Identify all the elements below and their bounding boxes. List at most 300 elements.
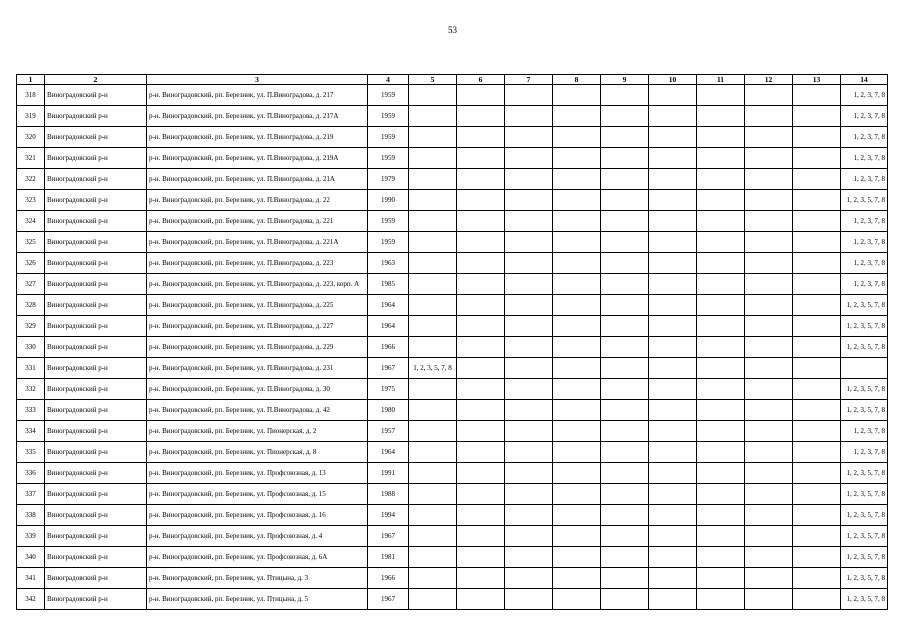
col5-cell xyxy=(409,484,457,505)
empty-cell-col11 xyxy=(697,463,745,484)
empty-cell-col8 xyxy=(553,148,601,169)
row-number: 330 xyxy=(17,337,45,358)
empty-cell-col11 xyxy=(697,106,745,127)
col5-cell xyxy=(409,547,457,568)
address-cell: р-н. Виноградовский, рп. Березник, ул. Профсоюзная, д. 15 xyxy=(147,484,368,505)
year-cell: 1990 xyxy=(368,190,409,211)
empty-cell-col9 xyxy=(601,421,649,442)
col5-cell xyxy=(409,106,457,127)
empty-cell-col8 xyxy=(553,106,601,127)
address-cell: р-н. Виноградовский, рп. Березник, ул. Профсоюзная, д. 16 xyxy=(147,505,368,526)
row-number: 341 xyxy=(17,568,45,589)
empty-cell-col7 xyxy=(505,148,553,169)
empty-cell-col11 xyxy=(697,190,745,211)
empty-cell-col6 xyxy=(457,211,505,232)
row-number: 320 xyxy=(17,127,45,148)
empty-cell-col9 xyxy=(601,316,649,337)
empty-cell-col13 xyxy=(793,484,841,505)
column-header-11: 11 xyxy=(697,75,745,85)
empty-cell-col12 xyxy=(745,421,793,442)
empty-cell-col13 xyxy=(793,316,841,337)
empty-cell-col11 xyxy=(697,148,745,169)
empty-cell-col13 xyxy=(793,442,841,463)
empty-cell-col11 xyxy=(697,169,745,190)
empty-cell-col13 xyxy=(793,106,841,127)
empty-cell-col6 xyxy=(457,85,505,106)
empty-cell-col9 xyxy=(601,589,649,610)
empty-cell-col12 xyxy=(745,295,793,316)
address-cell: р-н. Виноградовский, рп. Березник, ул. Профсоюзная, д. 13 xyxy=(147,463,368,484)
table-row xyxy=(17,85,888,106)
empty-cell-col12 xyxy=(745,190,793,211)
empty-cell-col9 xyxy=(601,379,649,400)
empty-cell-col12 xyxy=(745,358,793,379)
empty-cell-col6 xyxy=(457,442,505,463)
header-row xyxy=(17,75,888,85)
empty-cell-col7 xyxy=(505,358,553,379)
address-cell: р-н. Виноградовский, рп. Березник, ул. Профсоюзная, д. 4 xyxy=(147,526,368,547)
empty-cell-col13 xyxy=(793,127,841,148)
year-cell: 1980 xyxy=(368,400,409,421)
empty-cell-col11 xyxy=(697,358,745,379)
year-cell: 1964 xyxy=(368,316,409,337)
district-cell: Виноградовский р-н xyxy=(45,169,147,190)
empty-cell-col6 xyxy=(457,295,505,316)
empty-cell-col6 xyxy=(457,106,505,127)
district-cell: Виноградовский р-н xyxy=(45,421,147,442)
empty-cell-col13 xyxy=(793,295,841,316)
empty-cell-col10 xyxy=(649,526,697,547)
empty-cell-col6 xyxy=(457,316,505,337)
col5-cell xyxy=(409,148,457,169)
col5-cell xyxy=(409,232,457,253)
empty-cell-col8 xyxy=(553,211,601,232)
year-cell: 1959 xyxy=(368,148,409,169)
empty-cell-col8 xyxy=(553,169,601,190)
empty-cell-col7 xyxy=(505,85,553,106)
empty-cell-col11 xyxy=(697,295,745,316)
district-cell: Виноградовский р-н xyxy=(45,337,147,358)
table-row xyxy=(17,106,888,127)
empty-cell-col8 xyxy=(553,526,601,547)
table-row xyxy=(17,463,888,484)
empty-cell-col9 xyxy=(601,169,649,190)
year-cell: 1975 xyxy=(368,379,409,400)
codes-cell: 1, 2, 3, 7, 8 xyxy=(841,148,888,169)
empty-cell-col8 xyxy=(553,547,601,568)
empty-cell-col10 xyxy=(649,127,697,148)
empty-cell-col12 xyxy=(745,253,793,274)
year-cell: 1967 xyxy=(368,358,409,379)
empty-cell-col8 xyxy=(553,442,601,463)
col5-cell xyxy=(409,85,457,106)
codes-cell: 1, 2, 3, 5, 7, 8 xyxy=(841,337,888,358)
table-row xyxy=(17,169,888,190)
empty-cell-col6 xyxy=(457,484,505,505)
empty-cell-col13 xyxy=(793,358,841,379)
column-header-2: 2 xyxy=(45,75,147,85)
col5-cell xyxy=(409,400,457,421)
empty-cell-col12 xyxy=(745,526,793,547)
empty-cell-col9 xyxy=(601,85,649,106)
empty-cell-col11 xyxy=(697,421,745,442)
address-cell: р-н. Виноградовский, рп. Березник, ул. П.Виноградова, д. 223, корп. А xyxy=(147,274,368,295)
empty-cell-col10 xyxy=(649,253,697,274)
empty-cell-col7 xyxy=(505,400,553,421)
empty-cell-col7 xyxy=(505,505,553,526)
year-cell: 1991 xyxy=(368,463,409,484)
col5-cell xyxy=(409,316,457,337)
empty-cell-col6 xyxy=(457,421,505,442)
page-number: 53 xyxy=(448,25,457,35)
empty-cell-col10 xyxy=(649,316,697,337)
empty-cell-col10 xyxy=(649,85,697,106)
row-number: 319 xyxy=(17,106,45,127)
table-row xyxy=(17,442,888,463)
codes-cell: 1, 2, 3, 5, 7, 8 xyxy=(841,463,888,484)
table-row xyxy=(17,358,888,379)
empty-cell-col13 xyxy=(793,547,841,568)
column-header-12: 12 xyxy=(745,75,793,85)
empty-cell-col8 xyxy=(553,484,601,505)
empty-cell-col7 xyxy=(505,169,553,190)
empty-cell-col12 xyxy=(745,106,793,127)
col5-cell xyxy=(409,421,457,442)
year-cell: 1959 xyxy=(368,211,409,232)
address-cell: р-н. Виноградовский, рп. Березник, ул. Птицына, д. 3 xyxy=(147,568,368,589)
empty-cell-col6 xyxy=(457,148,505,169)
row-number: 327 xyxy=(17,274,45,295)
address-cell: р-н. Виноградовский, рп. Березник, ул. П.Виноградова, д. 217 xyxy=(147,85,368,106)
empty-cell-col13 xyxy=(793,589,841,610)
empty-cell-col11 xyxy=(697,316,745,337)
row-number: 339 xyxy=(17,526,45,547)
empty-cell-col7 xyxy=(505,568,553,589)
table-row xyxy=(17,568,888,589)
column-header-8: 8 xyxy=(553,75,601,85)
table-row xyxy=(17,148,888,169)
table-row xyxy=(17,484,888,505)
empty-cell-col9 xyxy=(601,568,649,589)
col5-cell xyxy=(409,589,457,610)
row-number: 328 xyxy=(17,295,45,316)
empty-cell-col10 xyxy=(649,421,697,442)
row-number: 338 xyxy=(17,505,45,526)
table-row xyxy=(17,547,888,568)
empty-cell-col9 xyxy=(601,211,649,232)
empty-cell-col6 xyxy=(457,253,505,274)
empty-cell-col10 xyxy=(649,589,697,610)
empty-cell-col8 xyxy=(553,85,601,106)
codes-cell: 1, 2, 3, 5, 7, 8 xyxy=(841,505,888,526)
empty-cell-col6 xyxy=(457,190,505,211)
address-cell: р-н. Виноградовский, рп. Березник, ул. П.Виноградова, д. 221А xyxy=(147,232,368,253)
empty-cell-col7 xyxy=(505,484,553,505)
row-number: 322 xyxy=(17,169,45,190)
empty-cell-col13 xyxy=(793,253,841,274)
year-cell: 1963 xyxy=(368,253,409,274)
address-cell: р-н. Виноградовский, рп. Березник, ул. П.Виноградова, д. 217А xyxy=(147,106,368,127)
table-row xyxy=(17,421,888,442)
codes-cell: 1, 2, 3, 7, 8 xyxy=(841,442,888,463)
table-row xyxy=(17,253,888,274)
year-cell: 1964 xyxy=(368,442,409,463)
empty-cell-col12 xyxy=(745,463,793,484)
empty-cell-col12 xyxy=(745,148,793,169)
table-body xyxy=(17,85,888,610)
empty-cell-col10 xyxy=(649,568,697,589)
empty-cell-col8 xyxy=(553,379,601,400)
empty-cell-col11 xyxy=(697,127,745,148)
address-cell: р-н. Виноградовский, рп. Березник, ул. П.Виноградова, д. 219А xyxy=(147,148,368,169)
empty-cell-col12 xyxy=(745,169,793,190)
year-cell: 1966 xyxy=(368,568,409,589)
district-cell: Виноградовский р-н xyxy=(45,316,147,337)
empty-cell-col6 xyxy=(457,589,505,610)
empty-cell-col8 xyxy=(553,316,601,337)
district-cell: Виноградовский р-н xyxy=(45,379,147,400)
codes-cell: 1, 2, 3, 5, 7, 8 xyxy=(841,568,888,589)
empty-cell-col7 xyxy=(505,295,553,316)
table-row xyxy=(17,526,888,547)
empty-cell-col6 xyxy=(457,232,505,253)
empty-cell-col10 xyxy=(649,337,697,358)
row-number: 336 xyxy=(17,463,45,484)
row-number: 329 xyxy=(17,316,45,337)
district-cell: Виноградовский р-н xyxy=(45,463,147,484)
district-cell: Виноградовский р-н xyxy=(45,232,147,253)
codes-cell: 1, 2, 3, 5, 7, 8 xyxy=(841,295,888,316)
empty-cell-col7 xyxy=(505,127,553,148)
empty-cell-col10 xyxy=(649,505,697,526)
codes-cell: 1, 2, 3, 7, 8 xyxy=(841,274,888,295)
empty-cell-col12 xyxy=(745,442,793,463)
empty-cell-col11 xyxy=(697,547,745,568)
empty-cell-col8 xyxy=(553,421,601,442)
empty-cell-col10 xyxy=(649,274,697,295)
empty-cell-col8 xyxy=(553,127,601,148)
empty-cell-col13 xyxy=(793,463,841,484)
empty-cell-col10 xyxy=(649,484,697,505)
empty-cell-col6 xyxy=(457,379,505,400)
empty-cell-col8 xyxy=(553,190,601,211)
empty-cell-col13 xyxy=(793,85,841,106)
address-cell: р-н. Виноградовский, рп. Березник, ул. П.Виноградова, д. 227 xyxy=(147,316,368,337)
codes-cell: 1, 2, 3, 7, 8 xyxy=(841,421,888,442)
col5-cell xyxy=(409,211,457,232)
empty-cell-col10 xyxy=(649,169,697,190)
column-header-3: 3 xyxy=(147,75,368,85)
table-row xyxy=(17,274,888,295)
col5-cell xyxy=(409,274,457,295)
empty-cell-col7 xyxy=(505,190,553,211)
empty-cell-col13 xyxy=(793,526,841,547)
row-number: 335 xyxy=(17,442,45,463)
empty-cell-col8 xyxy=(553,232,601,253)
row-number: 323 xyxy=(17,190,45,211)
row-number: 342 xyxy=(17,589,45,610)
address-cell: р-н. Виноградовский, рп. Березник, ул. Профсоюзная, д. 6А xyxy=(147,547,368,568)
year-cell: 1959 xyxy=(368,85,409,106)
codes-cell: 1, 2, 3, 5, 7, 8 xyxy=(841,484,888,505)
district-cell: Виноградовский р-н xyxy=(45,127,147,148)
empty-cell-col7 xyxy=(505,316,553,337)
district-cell: Виноградовский р-н xyxy=(45,526,147,547)
empty-cell-col9 xyxy=(601,295,649,316)
empty-cell-col9 xyxy=(601,274,649,295)
table-row xyxy=(17,505,888,526)
empty-cell-col11 xyxy=(697,337,745,358)
empty-cell-col12 xyxy=(745,316,793,337)
empty-cell-col10 xyxy=(649,463,697,484)
empty-cell-col12 xyxy=(745,379,793,400)
col5-cell xyxy=(409,253,457,274)
empty-cell-col11 xyxy=(697,505,745,526)
empty-cell-col10 xyxy=(649,148,697,169)
year-cell: 1981 xyxy=(368,547,409,568)
empty-cell-col13 xyxy=(793,337,841,358)
empty-cell-col12 xyxy=(745,400,793,421)
empty-cell-col6 xyxy=(457,547,505,568)
district-cell: Виноградовский р-н xyxy=(45,85,147,106)
empty-cell-col6 xyxy=(457,568,505,589)
district-cell: Виноградовский р-н xyxy=(45,442,147,463)
empty-cell-col8 xyxy=(553,253,601,274)
empty-cell-col6 xyxy=(457,274,505,295)
empty-cell-col6 xyxy=(457,400,505,421)
empty-cell-col7 xyxy=(505,274,553,295)
column-header-4: 4 xyxy=(368,75,409,85)
empty-cell-col12 xyxy=(745,274,793,295)
empty-cell-col13 xyxy=(793,505,841,526)
codes-cell: 1, 2, 3, 7, 8 xyxy=(841,211,888,232)
table-row xyxy=(17,316,888,337)
empty-cell-col12 xyxy=(745,211,793,232)
col5-cell xyxy=(409,127,457,148)
empty-cell-col7 xyxy=(505,547,553,568)
col5-cell xyxy=(409,526,457,547)
row-number: 340 xyxy=(17,547,45,568)
table-row xyxy=(17,337,888,358)
address-cell: р-н. Виноградовский, рп. Березник, ул. П.Виноградова, д. 219 xyxy=(147,127,368,148)
codes-cell: 1, 2, 3, 5, 7, 8 xyxy=(841,589,888,610)
codes-cell: 1, 2, 3, 7, 8 xyxy=(841,127,888,148)
col5-cell xyxy=(409,379,457,400)
empty-cell-col6 xyxy=(457,127,505,148)
empty-cell-col13 xyxy=(793,274,841,295)
district-cell: Виноградовский р-н xyxy=(45,274,147,295)
empty-cell-col9 xyxy=(601,547,649,568)
empty-cell-col12 xyxy=(745,337,793,358)
district-cell: Виноградовский р-н xyxy=(45,148,147,169)
empty-cell-col9 xyxy=(601,232,649,253)
empty-cell-col9 xyxy=(601,505,649,526)
codes-cell: 1, 2, 3, 7, 8 xyxy=(841,85,888,106)
row-number: 318 xyxy=(17,85,45,106)
table-row xyxy=(17,232,888,253)
empty-cell-col7 xyxy=(505,442,553,463)
empty-cell-col12 xyxy=(745,127,793,148)
codes-cell: 1, 2, 3, 7, 8 xyxy=(841,169,888,190)
empty-cell-col13 xyxy=(793,169,841,190)
empty-cell-col9 xyxy=(601,442,649,463)
table-row xyxy=(17,190,888,211)
district-cell: Виноградовский р-н xyxy=(45,589,147,610)
empty-cell-col9 xyxy=(601,148,649,169)
address-cell: р-н. Виноградовский, рп. Березник, ул. П.Виноградова, д. 225 xyxy=(147,295,368,316)
row-number: 337 xyxy=(17,484,45,505)
empty-cell-col12 xyxy=(745,232,793,253)
empty-cell-col10 xyxy=(649,358,697,379)
empty-cell-col7 xyxy=(505,463,553,484)
empty-cell-col10 xyxy=(649,295,697,316)
codes-cell: 1, 2, 3, 5, 7, 8 xyxy=(841,190,888,211)
empty-cell-col8 xyxy=(553,337,601,358)
year-cell: 1957 xyxy=(368,421,409,442)
address-cell: р-н. Виноградовский, рп. Березник, ул. П.Виноградова, д. 223 xyxy=(147,253,368,274)
empty-cell-col11 xyxy=(697,568,745,589)
empty-cell-col10 xyxy=(649,442,697,463)
empty-cell-col9 xyxy=(601,127,649,148)
empty-cell-col8 xyxy=(553,400,601,421)
row-number: 333 xyxy=(17,400,45,421)
column-header-10: 10 xyxy=(649,75,697,85)
row-number: 326 xyxy=(17,253,45,274)
district-cell: Виноградовский р-н xyxy=(45,400,147,421)
empty-cell-col12 xyxy=(745,85,793,106)
empty-cell-col6 xyxy=(457,337,505,358)
empty-cell-col8 xyxy=(553,568,601,589)
empty-cell-col7 xyxy=(505,379,553,400)
district-cell: Виноградовский р-н xyxy=(45,547,147,568)
address-cell: р-н. Виноградовский, рп. Березник, ул. П.Виноградова, д. 231 xyxy=(147,358,368,379)
empty-cell-col7 xyxy=(505,253,553,274)
table-row xyxy=(17,127,888,148)
column-header-1: 1 xyxy=(17,75,45,85)
empty-cell-col11 xyxy=(697,484,745,505)
row-number: 332 xyxy=(17,379,45,400)
empty-cell-col6 xyxy=(457,169,505,190)
district-cell: Виноградовский р-н xyxy=(45,211,147,232)
empty-cell-col13 xyxy=(793,400,841,421)
empty-cell-col10 xyxy=(649,400,697,421)
district-cell: Виноградовский р-н xyxy=(45,106,147,127)
year-cell: 1959 xyxy=(368,127,409,148)
register-table xyxy=(16,74,888,610)
codes-cell: 1, 2, 3, 5, 7, 8 xyxy=(841,379,888,400)
column-header-5: 5 xyxy=(409,75,457,85)
empty-cell-col6 xyxy=(457,358,505,379)
empty-cell-col13 xyxy=(793,421,841,442)
empty-cell-col8 xyxy=(553,358,601,379)
year-cell: 1966 xyxy=(368,337,409,358)
year-cell: 1959 xyxy=(368,106,409,127)
col5-cell xyxy=(409,295,457,316)
empty-cell-col7 xyxy=(505,526,553,547)
year-cell: 1964 xyxy=(368,295,409,316)
district-cell: Виноградовский р-н xyxy=(45,253,147,274)
codes-cell: 1, 2, 3, 5, 7, 8 xyxy=(841,316,888,337)
empty-cell-col11 xyxy=(697,211,745,232)
empty-cell-col6 xyxy=(457,463,505,484)
address-cell: р-н. Виноградовский, рп. Березник, ул. П.Виноградова, д. 229 xyxy=(147,337,368,358)
empty-cell-col11 xyxy=(697,526,745,547)
district-cell: Виноградовский р-н xyxy=(45,358,147,379)
row-number: 334 xyxy=(17,421,45,442)
codes-cell: 1, 2, 3, 7, 8 xyxy=(841,106,888,127)
empty-cell-col6 xyxy=(457,505,505,526)
table-row xyxy=(17,295,888,316)
